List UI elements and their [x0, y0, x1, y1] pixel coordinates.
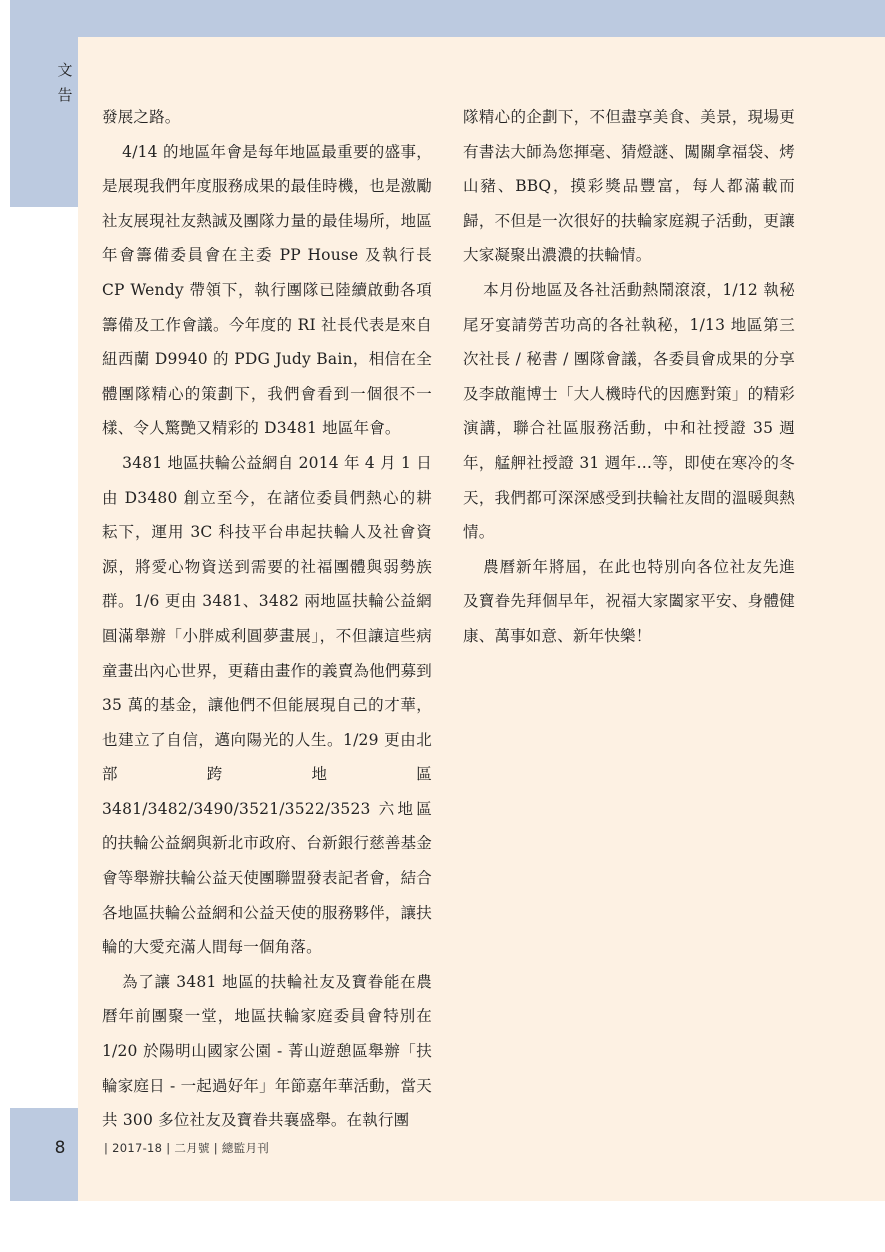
section-label: 文 告: [57, 61, 73, 104]
paragraph: 本月份地區及各社活動熱鬧滾滾，1/12 執秘尾牙宴請勞苦功高的各社執秘，1/13 地區第三次社長 / 秘書 / 團隊會議，各委員會成果的分享及李啟龍博士「大人機時代的因應對策」的精彩演講，聯合社區服務活動，中和社授證 35 週年，艋舺社授證 31 週年…等，即使在寒冷的冬天，我們都可深深感受到扶輪社友間的溫暖與熱情。: [463, 280, 795, 542]
publication-info: | 2017-18 | 二月號 | 總監月刊: [104, 1141, 270, 1155]
paragraph: 農曆新年將屆，在此也特別向各位社友先進及寶眷先拜個早年，祝福大家闔家平安、身體健康、萬事如意、新年快樂！: [463, 557, 795, 645]
right-column: [463, 100, 795, 654]
paragraph: 4/14 的地區年會是每年地區最重要的盛事，是展現我們年度服務成果的最佳時機，也是激勵社友展現社友熱誠及團隊力量的最佳場所，地區年會籌備委員會在主委 PP House 及執行長 CP Wendy 帶領下，執行團隊已陸續啟動各項籌備及工作會議。今年度的 RI 社長代表是來自紐西蘭 D9940 的 PDG Judy Bain，相信在全體團隊精心的策劃下，我們會看到一個很不一樣、令人驚艷又精彩的 D3481 地區年會。: [102, 142, 432, 438]
paragraph: 隊精心的企劃下，不但盡享美食、美景，現場更有書法大師為您揮毫、猜燈謎、闖關拿福袋、烤山豬、BBQ，摸彩獎品豐富，每人都滿載而歸，不但是一次很好的扶輪家庭親子活動，更讓大家凝聚出濃濃的扶輪情。: [463, 108, 795, 265]
top-header-band: [10, 0, 885, 37]
paragraph: 為了讓 3481 地區的扶輪社友及寶眷能在農曆年前團聚一堂，地區扶輪家庭委員會特別在 1/20 於陽明山國家公園 - 菁山遊憩區舉辦「扶輪家庭日 - 一起過好年」年節嘉年華活動，當天共 300 多位社友及寶眷共襄盛舉。在執行團: [102, 972, 432, 1130]
paragraph: 3481 地區扶輪公益網自 2014 年 4 月 1 日由 D3480 創立至今，在諸位委員們熱心的耕耘下，運用 3C 科技平台串起扶輪人及社會資源，將愛心物資送到需要的社福團體與弱勢族群。1/6 更由 3481、3482 兩地區扶輪公益網圓滿舉辦「小胖威利圓夢畫展」，不但讓這些病童畫出內心世界，更藉由畫作的義賣為他們募到 35 萬的基金，讓他們不但能展現自己的才華，也建立了自信，邁向陽光的人生。1/29 更由北部跨地區 3481/3482/3490/3521/3522/3523 六地區的扶輪公益網與新北市政府、台新銀行慈善基金會等舉辦扶輪公益天使團聯盟發表記者會，結合各地區扶輪公益網和公益天使的服務夥伴，讓扶輪的大愛充滿人間每一個角落。: [102, 453, 432, 957]
paragraph: 發展之路。: [102, 108, 181, 126]
left-column: [102, 100, 432, 1138]
page-number: 8: [54, 1138, 66, 1158]
